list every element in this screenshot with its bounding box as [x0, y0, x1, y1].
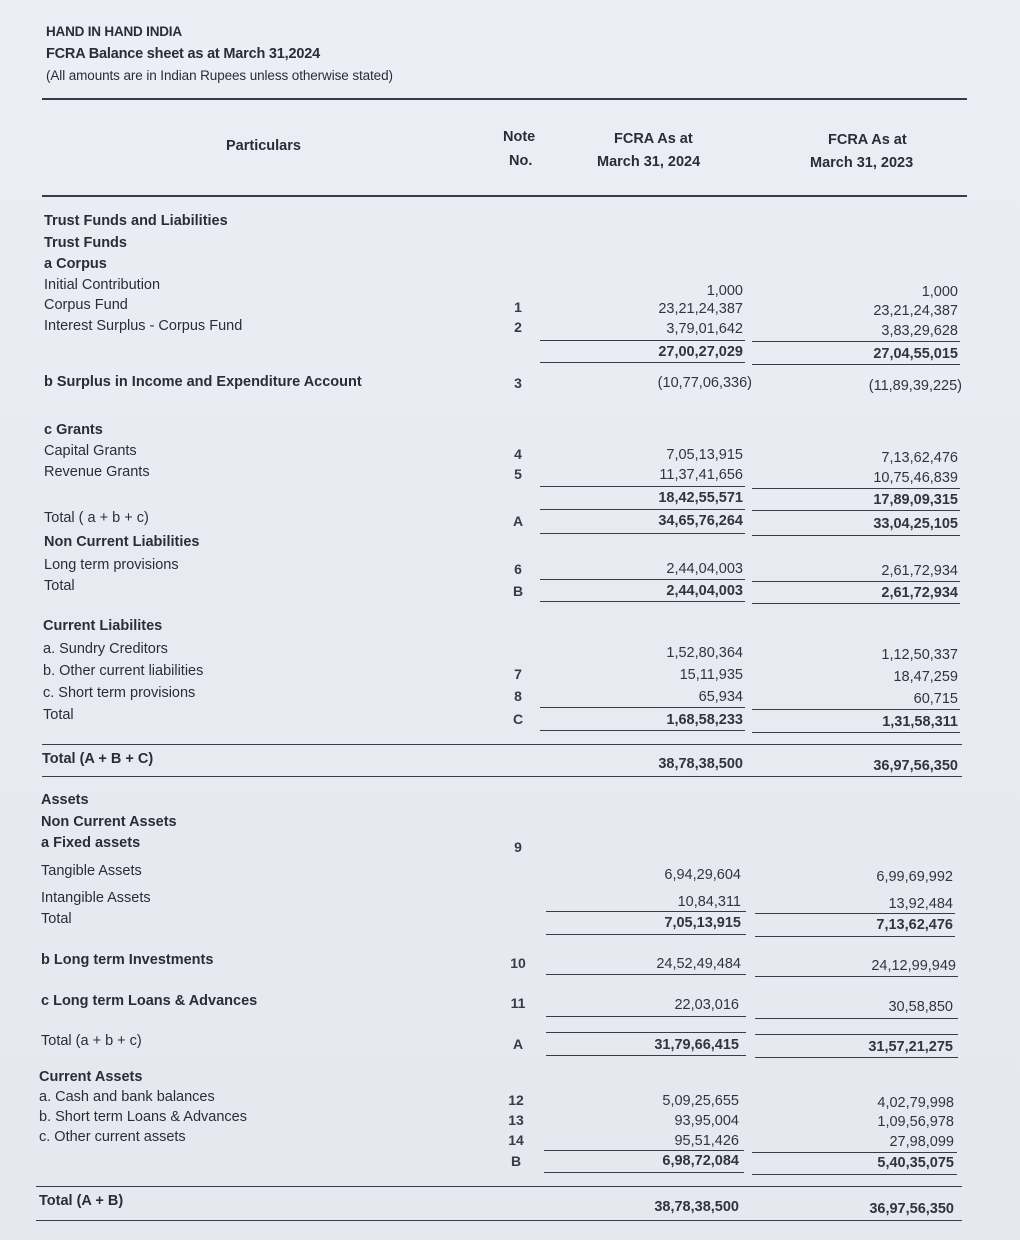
row-label: a. Sundry Creditors — [43, 641, 168, 657]
total-rule-top — [755, 1034, 958, 1035]
grand-total-rule-bottom — [36, 1220, 962, 1221]
row-note: 8 — [514, 688, 522, 704]
row-label: Tangible Assets — [41, 863, 142, 879]
row-label: Capital Grants — [44, 443, 137, 459]
row-value-cy: 93,95,004 — [674, 1113, 739, 1129]
subtotal-rule — [540, 486, 745, 487]
assets-total-abc-label: Total (a + b + c) — [41, 1033, 142, 1049]
row-value-cy: 5,09,25,655 — [662, 1093, 739, 1109]
row-value-py: 13,92,484 — [888, 896, 953, 912]
grants-subtotal-cy: 18,42,55,571 — [658, 490, 743, 506]
row-note: 14 — [508, 1132, 524, 1148]
loans-label: c Long term Loans & Advances — [41, 993, 258, 1009]
surplus-value-py: (11,89,39,225) — [868, 378, 962, 394]
total-rule — [752, 1174, 957, 1175]
row-label: b. Short term Loans & Advances — [39, 1109, 247, 1125]
total-rule — [755, 976, 958, 977]
total-abc-label: Total ( a + b + c) — [44, 510, 149, 526]
fixed-assets-total-label: Total — [41, 911, 72, 927]
current-assets-total-py: 5,40,35,075 — [877, 1155, 954, 1171]
row-value-py: 3,83,29,628 — [881, 323, 958, 339]
row-value-py: 60,715 — [913, 691, 958, 707]
organization-name: HAND IN HAND INDIA — [46, 24, 182, 39]
current-liabilities-total-cy: 1,68,58,233 — [666, 712, 743, 728]
row-value-py: 2,61,72,934 — [881, 563, 958, 579]
assets-grand-total-py: 36,97,56,350 — [869, 1201, 954, 1217]
column-header-note-1: Note — [503, 129, 536, 145]
total-rule-top — [546, 1032, 746, 1033]
row-note: 2 — [514, 319, 522, 335]
assets-grand-total-cy: 38,78,38,500 — [654, 1199, 739, 1215]
current-assets-total-cy: 6,98,72,084 — [662, 1153, 739, 1169]
assets-total-abc-py: 31,57,21,275 — [868, 1039, 953, 1055]
total-rule — [540, 533, 745, 534]
row-value-cy: 1,52,80,364 — [666, 645, 743, 661]
row-note: 1 — [514, 299, 522, 315]
subtotal-rule — [752, 709, 960, 710]
row-value-cy: 95,51,426 — [674, 1133, 739, 1149]
row-label: b. Other current liabilities — [43, 663, 204, 679]
subtotal-rule — [546, 911, 746, 912]
subtotal-rule — [752, 1152, 957, 1153]
row-label: Intangible Assets — [41, 890, 151, 906]
row-note: 13 — [508, 1112, 524, 1128]
row-label: Corpus Fund — [44, 297, 128, 313]
row-value-cy: 6,94,29,604 — [664, 867, 741, 883]
loans-value-py: 30,58,850 — [888, 999, 953, 1015]
current-liabilities-total-py: 1,31,58,311 — [882, 714, 958, 730]
document-title: FCRA Balance sheet as at March 31,2024 — [46, 46, 320, 62]
row-label: a. Cash and bank balances — [39, 1089, 215, 1105]
row-value-cy: 1,000 — [706, 283, 743, 299]
row-value-py: 10,75,46,839 — [873, 470, 958, 486]
total-rule — [755, 936, 955, 937]
fixed-assets-total-py: 7,13,62,476 — [876, 917, 953, 933]
row-value-cy: 15,11,935 — [679, 667, 743, 683]
liabilities-grand-total-label: Total (A + B + C) — [42, 751, 154, 767]
grand-total-rule-bottom — [42, 776, 962, 777]
row-label: Long term provisions — [44, 557, 179, 573]
current-assets-total-note: B — [510, 1153, 522, 1169]
row-note: 5 — [514, 466, 522, 482]
investments-value-cy: 24,52,49,484 — [656, 956, 741, 972]
document-subtitle: (All amounts are in Indian Rupees unless otherwise stated) — [46, 68, 393, 83]
total-rule — [755, 1057, 958, 1058]
subtotal-rule — [544, 1150, 744, 1151]
surplus-label: b Surplus in Income and Expenditure Account — [44, 374, 362, 390]
current-assets-heading: Current Assets — [39, 1069, 143, 1085]
row-value-cy: 11,37,41,656 — [659, 467, 743, 483]
column-header-py-2: March 31, 2023 — [810, 155, 914, 171]
assets-grand-total-label: Total (A + B) — [39, 1193, 124, 1209]
total-rule — [540, 730, 745, 731]
row-value-cy: 10,84,311 — [677, 894, 741, 910]
row-note: 4 — [514, 446, 522, 462]
loans-value-cy: 22,03,016 — [674, 997, 739, 1013]
row-value-cy: 65,934 — [698, 689, 743, 705]
liabilities-grand-total-cy: 38,78,38,500 — [658, 756, 743, 772]
row-note: 12 — [508, 1092, 524, 1108]
total-rule — [546, 1055, 746, 1056]
row-label: Revenue Grants — [44, 464, 150, 480]
row-value-py: 1,12,50,337 — [881, 647, 958, 663]
total-abc-py: 33,04,25,105 — [873, 516, 958, 532]
grand-total-rule-top — [42, 744, 962, 745]
non-current-total-py: 2,61,72,934 — [881, 585, 958, 601]
row-value-py: 1,09,56,978 — [877, 1114, 954, 1130]
row-value-cy: 2,44,04,003 — [666, 561, 743, 577]
subtotal-rule — [540, 362, 745, 363]
header-rule — [42, 98, 967, 100]
current-liabilities-heading: Current Liabilites — [43, 618, 163, 634]
column-header-rule — [42, 195, 967, 197]
subtotal-rule — [752, 364, 960, 365]
row-value-cy: 3,79,01,642 — [666, 321, 743, 337]
subtotal-rule — [755, 1018, 958, 1019]
row-label: c. Short term provisions — [43, 685, 196, 701]
row-value-py: 23,21,24,387 — [873, 303, 958, 319]
column-header-cy-2: March 31, 2024 — [597, 154, 701, 170]
row-label: Initial Contribution — [44, 277, 161, 293]
row-note: 6 — [514, 561, 522, 577]
subtotal-rule — [540, 509, 745, 510]
row-label: Interest Surplus - Corpus Fund — [44, 318, 243, 334]
row-value-cy: 23,21,24,387 — [658, 301, 743, 317]
total-rule — [752, 603, 960, 604]
fixed-assets-note: 9 — [514, 839, 522, 855]
assets-total-abc-note: A — [512, 1036, 524, 1052]
section-title-assets: Assets — [41, 792, 89, 808]
row-value-py: 7,13,62,476 — [881, 450, 958, 466]
subtotal-rule — [752, 581, 960, 582]
grants-heading: c Grants — [44, 422, 103, 438]
subtotal-rule — [752, 488, 960, 489]
subtotal-rule — [752, 510, 960, 511]
total-abc-cy: 34,65,76,264 — [658, 513, 743, 529]
row-value-py: 6,99,69,992 — [876, 869, 953, 885]
current-liabilities-total-label: Total — [43, 707, 74, 723]
investments-note: 10 — [510, 955, 526, 971]
column-header-py-1: FCRA As at — [828, 132, 907, 148]
current-liabilities-total-note: C — [512, 711, 524, 727]
grants-subtotal-py: 17,89,09,315 — [873, 492, 958, 508]
liabilities-grand-total-py: 36,97,56,350 — [873, 758, 958, 774]
total-rule — [540, 601, 745, 602]
non-current-liabilities-heading: Non Current Liabilities — [44, 534, 200, 550]
subtotal-rule — [752, 341, 960, 342]
subtotal-rule — [540, 579, 745, 580]
section-title-liabilities: Trust Funds and Liabilities — [44, 213, 228, 229]
row-value-py: 27,98,099 — [889, 1134, 954, 1150]
row-value-py: 4,02,79,998 — [877, 1095, 954, 1111]
total-rule — [752, 732, 960, 733]
column-header-cy-1: FCRA As at — [614, 131, 693, 147]
non-current-total-label: Total — [44, 578, 75, 594]
row-value-cy: 7,05,13,915 — [666, 447, 743, 463]
row-value-py: 1,000 — [921, 284, 958, 300]
corpus-heading: a Corpus — [44, 256, 107, 272]
column-header-particulars: Particulars — [226, 138, 301, 154]
grand-total-rule-top — [36, 1186, 962, 1187]
row-note: 7 — [514, 666, 522, 682]
surplus-note: 3 — [514, 375, 522, 391]
total-rule — [546, 934, 746, 935]
assets-total-abc-cy: 31,79,66,415 — [654, 1037, 739, 1053]
column-header-note-2: No. — [509, 153, 533, 169]
row-value-py: 18,47,259 — [893, 669, 958, 685]
non-current-total-note: B — [512, 583, 524, 599]
fixed-assets-total-cy: 7,05,13,915 — [664, 915, 741, 931]
subtotal-rule — [755, 913, 955, 914]
total-rule — [544, 1172, 744, 1173]
loans-note: 11 — [510, 995, 526, 1011]
investments-value-py: 24,12,99,949 — [871, 958, 956, 974]
row-label: c. Other current assets — [39, 1129, 186, 1145]
corpus-subtotal-py: 27,04,55,015 — [873, 346, 958, 362]
subtotal-rule — [540, 340, 745, 341]
subtotal-rule — [540, 707, 745, 708]
total-abc-note: A — [512, 513, 524, 529]
total-rule — [752, 535, 960, 536]
total-rule — [546, 974, 746, 975]
fixed-assets-heading: a Fixed assets — [41, 835, 141, 851]
non-current-total-cy: 2,44,04,003 — [666, 583, 743, 599]
surplus-value-cy: (10,77,06,336) — [657, 375, 752, 391]
investments-label: b Long term Investments — [41, 952, 214, 968]
subsection-trust-funds: Trust Funds — [44, 235, 127, 251]
non-current-assets-heading: Non Current Assets — [41, 814, 177, 830]
subtotal-rule — [546, 1016, 746, 1017]
corpus-subtotal-cy: 27,00,27,029 — [658, 344, 743, 360]
